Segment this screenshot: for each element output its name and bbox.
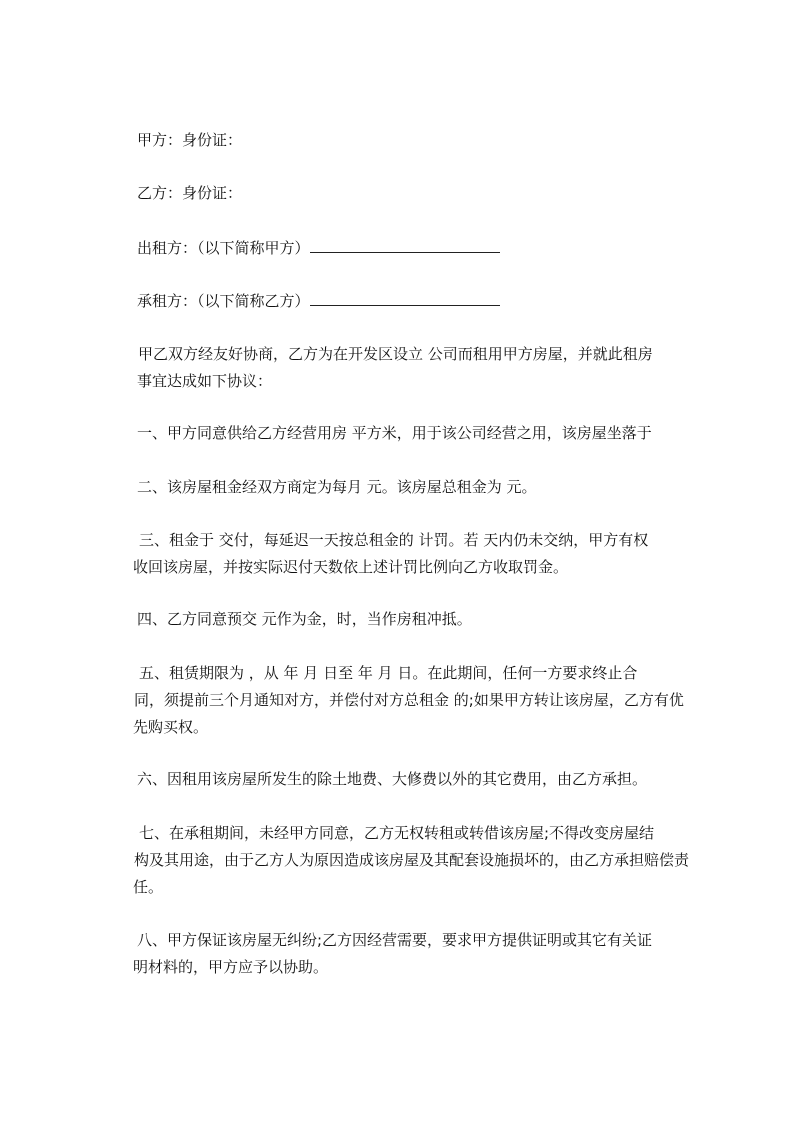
intro-paragraph-line: 甲乙双方经友好协商，乙方为在开发区设立 公司而租用甲方房屋，并就此租房 bbox=[138, 345, 653, 363]
clause-7-line: 任。 bbox=[133, 878, 164, 896]
lessee-label: 承租方：（以下简称乙方） bbox=[137, 292, 310, 310]
lessor-blank-line bbox=[310, 239, 500, 253]
lessee-field bbox=[137, 292, 500, 309]
clause-5-line: 先购买权。 bbox=[133, 718, 209, 736]
clause-1: 一、甲方同意供给乙方经营用房 平方米，用于该公司经营之用，该房屋坐落于 bbox=[137, 424, 652, 442]
clause-5-line: 同，须提前三个月通知对方，并偿付对方总租金 的;如果甲方转让该房屋，乙方有优 bbox=[134, 691, 684, 709]
intro-paragraph-line: 事宜达成如下协议： bbox=[137, 372, 273, 390]
clause-2: 二、该房屋租金经双方商定为每月 元。该房屋总租金为 元。 bbox=[137, 478, 537, 496]
clause-3-line: 三、租金于 交付，每延迟一天按总租金的 计罚。若 天内仍未交纳，甲方有权 bbox=[139, 531, 649, 549]
clause-8-line: 明材料的，甲方应予以协助。 bbox=[133, 958, 329, 976]
clause-5-line: 五、租赁期限为 ，从 年 月 日至 年 月 日。在此期间，任何一方要求终止合 bbox=[139, 664, 638, 682]
clause-7-line: 七、在承租期间，未经甲方同意，乙方无权转租或转借该房屋;不得改变房屋结 bbox=[139, 824, 655, 842]
lessor-field bbox=[137, 239, 500, 256]
lessee-blank-line bbox=[310, 292, 500, 306]
clause-7-line: 构及其用途，由于乙方人为原因造成该房屋及其配套设施损坏的，由乙方承担赔偿责 bbox=[134, 851, 690, 869]
clause-4: 四、乙方同意预交 元作为金，时，当作房租冲抵。 bbox=[137, 610, 472, 628]
party-a-field: 甲方：身份证： bbox=[137, 131, 243, 149]
clause-8-line: 八、甲方保证该房屋无纠纷;乙方因经营需要，要求甲方提供证明或其它有关证 bbox=[137, 931, 653, 949]
lessor-label: 出租方：（以下简称甲方） bbox=[137, 239, 310, 257]
clause-3-line: 收回该房屋，并按实际迟付天数依上述计罚比例向乙方收取罚金。 bbox=[133, 558, 569, 576]
party-b-field: 乙方：身份证： bbox=[137, 184, 243, 202]
clause-6: 六、因租用该房屋所发生的除土地费、大修费以外的其它费用，由乙方承担。 bbox=[137, 770, 648, 788]
